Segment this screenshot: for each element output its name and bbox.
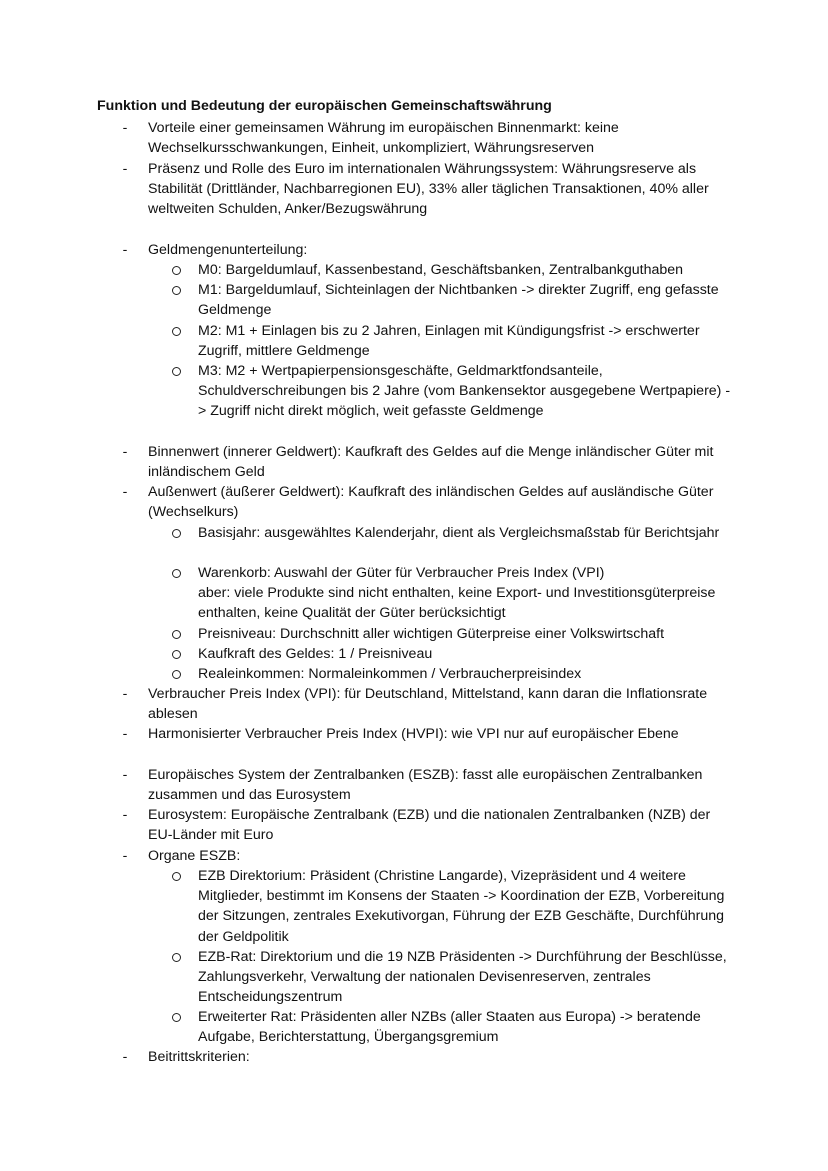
circle-bullet-icon bbox=[172, 327, 181, 336]
dash-marker: - bbox=[122, 767, 128, 783]
sub-list-item: M0: Bargeldumlauf, Kassenbestand, Geschäftsbanken, Zentralbankguthaben bbox=[198, 262, 684, 278]
circle-bullet-icon bbox=[172, 630, 181, 639]
circle-bullet-icon bbox=[172, 1013, 181, 1022]
dash-marker: - bbox=[122, 161, 128, 177]
list-item: Binnenwert (innerer Geldwert): Kaufkraft des Geldes auf die Menge inländischer Güter mit inländischem Geld bbox=[148, 444, 714, 481]
sub-list-item: Preisniveau: Durchschnitt aller wichtigen Güterpreise einer Volkswirtschaft bbox=[198, 626, 665, 642]
dash-marker: - bbox=[122, 484, 128, 500]
page-title: Funktion und Bedeutung der europäischen Gemeinschaftswährung bbox=[97, 98, 552, 114]
list-item: Europäisches System der Zentralbanken (ESZB): fasst alle europäischen Zentralbanken zusammen und das Eurosystem bbox=[148, 767, 703, 804]
list-item: Außenwert (äußerer Geldwert): Kaufkraft des inländischen Geldes auf ausländische Güter (Wechselkurs) bbox=[148, 484, 714, 521]
circle-bullet-icon bbox=[172, 367, 181, 376]
list-item: Beitrittskriterien: bbox=[148, 1049, 250, 1065]
dash-marker: - bbox=[122, 444, 128, 460]
sub-list-item: EZB-Rat: Direktorium und die 19 NZB Präsidenten -> Durchführung der Beschlüsse, Zahlungsverkehr, Verwaltung der nationalen Devisenreserven, zentrales Entscheidungszentrum bbox=[198, 949, 727, 1006]
circle-bullet-icon bbox=[172, 872, 181, 881]
list-item: Organe ESZB: bbox=[148, 848, 241, 864]
sub-list-item: Warenkorb: Auswahl der Güter für Verbraucher Preis Index (VPI) bbox=[198, 565, 605, 581]
dash-marker: - bbox=[122, 120, 128, 136]
sub-list-item-continuation: aber: viele Produkte sind nicht enthalten, keine Export- und Investitionsgüterpreise enthalten, keine Qualität der Güter berücksichtigt bbox=[198, 585, 716, 622]
circle-bullet-icon bbox=[172, 266, 181, 275]
circle-bullet-icon bbox=[172, 953, 181, 962]
circle-bullet-icon bbox=[172, 569, 181, 578]
dash-marker: - bbox=[122, 1049, 128, 1065]
dash-marker: - bbox=[122, 726, 128, 742]
circle-bullet-icon bbox=[172, 529, 181, 538]
dash-marker: - bbox=[122, 686, 128, 702]
dash-marker: - bbox=[122, 848, 128, 864]
sub-list-item: M1: Bargeldumlauf, Sichteinlagen der Nichtbanken -> direkter Zugriff, eng gefasste Geldmenge bbox=[198, 282, 719, 319]
circle-bullet-icon bbox=[172, 650, 181, 659]
list-item: Eurosystem: Europäische Zentralbank (EZB) und die nationalen Zentralbanken (NZB) der EU-Länder mit Euro bbox=[148, 807, 711, 844]
sub-list-item: M3: M2 + Wertpapierpensionsgeschäfte, Geldmarktfondsanteile, Schuldverschreibungen bis 2 Jahre (vom Bankensektor ausgegebene Wertpapiere) -> Zugriff nicht direkt möglich, weit gefasste Geldmenge bbox=[198, 363, 731, 420]
sub-list-item: Basisjahr: ausgewähltes Kalenderjahr, dient als Vergleichsmaßstab für Berichtsjahr bbox=[198, 525, 720, 541]
list-item: Geldmengenunterteilung: bbox=[148, 242, 308, 258]
list-item: Verbraucher Preis Index (VPI): für Deutschland, Mittelstand, kann daran die Inflationsrate ablesen bbox=[148, 686, 708, 723]
sub-list-item: M2: M1 + Einlagen bis zu 2 Jahren, Einlagen mit Kündigungsfrist -> erschwerter Zugriff, mittlere Geldmenge bbox=[198, 323, 700, 360]
circle-bullet-icon bbox=[172, 670, 181, 679]
circle-bullet-icon bbox=[172, 286, 181, 295]
sub-list-item: Realeinkommen: Normaleinkommen / Verbraucherpreisindex bbox=[198, 666, 582, 682]
sub-list-item: Kaufkraft des Geldes: 1 / Preisniveau bbox=[198, 646, 433, 662]
list-item: Präsenz und Rolle des Euro im internationalen Währungssystem: Währungsreserve als Stabilität (Drittländer, Nachbarregionen EU), 33% aller täglichen Transaktionen, 40% aller weltweiten Schulden, Anker/Bezugswährung bbox=[148, 161, 709, 218]
dash-marker: - bbox=[122, 807, 128, 823]
dash-marker: - bbox=[122, 242, 128, 258]
sub-list-item: EZB Direktorium: Präsident (Christine Langarde), Vizepräsident und 4 weitere Mitglieder, bestimmt im Konsens der Staaten -> Koordination der EZB, Vorbereitung der Sitzungen, zentrales Exekutivorgan, Führung der EZB Geschäfte, Durchführung der Geldpolitik bbox=[198, 868, 725, 945]
sub-list-item: Erweiterter Rat: Präsidenten aller NZBs (aller Staaten aus Europa) -> beratende Aufgabe, Berichterstattung, Übergangsgremium bbox=[198, 1009, 701, 1046]
list-item: Harmonisierter Verbraucher Preis Index (HVPI): wie VPI nur auf europäischer Ebene bbox=[148, 726, 679, 742]
list-item: Vorteile einer gemeinsamen Währung im europäischen Binnenmarkt: keine Wechselkursschwankungen, Einheit, unkompliziert, Währungsreserven bbox=[148, 120, 619, 157]
